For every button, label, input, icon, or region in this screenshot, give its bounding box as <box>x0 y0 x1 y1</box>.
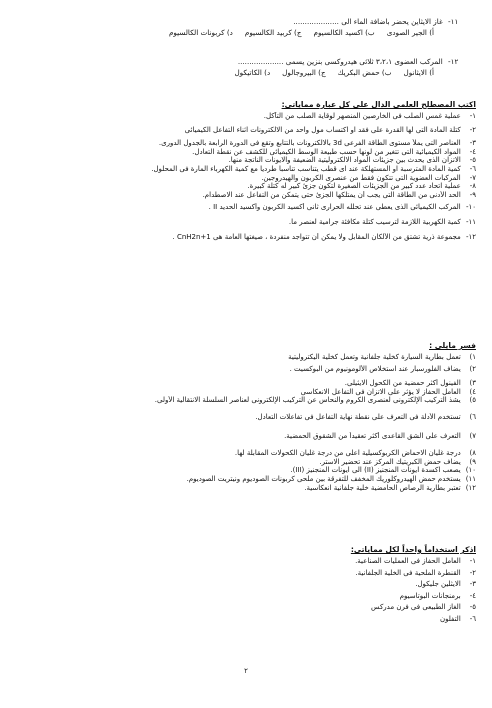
list-item <box>14 191 476 200</box>
item-number: ٧) <box>469 431 476 440</box>
item-text: المواد الكيميائية التى تتغير من لونها حسب طبيعة الوسط الكيميائى للكشف عن نقطة التعادل. <box>192 147 461 156</box>
item-number: ٤- <box>469 591 476 600</box>
list-item <box>14 580 476 589</box>
item-number: ٣- <box>469 580 476 589</box>
section-heading-explain: فسر مايلى : <box>429 341 476 350</box>
choice: د) كربونات الكالسيوم <box>168 28 233 37</box>
list-item <box>14 592 476 601</box>
list-item <box>14 466 476 475</box>
item-text: عملية اتحاد عدد كبير من الجزيئات الصغيرة لتكون جزئ كبير له كتلة كبيرة. <box>247 182 461 191</box>
list-item <box>14 379 476 388</box>
mcq-question-11 <box>24 17 468 27</box>
list-item <box>14 139 476 148</box>
item-text: العامل الحفاز فى العمليات الصناعية. <box>355 557 461 565</box>
item-text: مجموعة ذرية تشتق من الألكان المقابل ولا يمكن أن تتواجد منفردة ، صيغتها العامة هى CnH2n+1 . <box>172 232 461 241</box>
list-item <box>14 603 476 612</box>
list-item <box>14 353 476 362</box>
item-number: ٧- <box>469 173 476 182</box>
item-number: ١٢- <box>465 232 476 241</box>
item-number: ٦- <box>469 614 476 623</box>
item-number: ٦) <box>469 412 476 421</box>
item-text: يشذ التركيب الإلكترونى لعنصرى الكروم والنحاس عن التركيب الإلكترونى لعناصر السلسلة الانتقالية الأولى. <box>154 396 461 405</box>
item-text: تعتبر بطارية الرصاص الحامضية خلية جلفانية انعكاسية. <box>304 483 461 492</box>
item-text: الفينول أكثر حمضية من الكحول الايثيلى. <box>344 379 461 388</box>
item-text: كمية المادة المترسبة او المستهلكة عند اى قطب يتناسب تناسبا طرديا مع كمية الكهرباء المارة فى المحلول. <box>151 164 461 173</box>
item-text: المركبات العضوية التى تتكون فقط من عنصرى الكربون والهيدروجين. <box>261 173 461 182</box>
item-number: ٩- <box>469 190 476 199</box>
list-item <box>14 432 476 441</box>
list-item <box>14 413 476 422</box>
item-number: ١٠- <box>465 203 476 212</box>
list-item <box>14 484 476 493</box>
item-text: يصعب اكسدة ايونات المنجنيز (II) الى ايونات المنجنيز (III). <box>290 466 461 475</box>
list-item <box>14 557 476 566</box>
item-number: ٨) <box>469 449 476 458</box>
list-item <box>14 475 476 484</box>
item-number: ٥) <box>469 396 476 405</box>
choice: أ) الايثانول <box>403 68 434 77</box>
list-item <box>14 233 476 242</box>
mcq-question-12 <box>24 57 468 67</box>
choice: د) الكاتيكول <box>234 68 271 77</box>
item-text: كمية الكهربية اللازمة لترسيب كتلة مكافئة جرامية لعنصر ما. <box>288 217 461 226</box>
item-number: ١١- <box>465 217 476 226</box>
item-text: عملية غمس الصلب فى الخارصين المنصهر لوقاية الصلب من التآكل. <box>263 112 461 120</box>
item-number: ١٠) <box>465 466 476 475</box>
list-item <box>14 569 476 578</box>
item-number: ٢) <box>469 364 476 373</box>
item-text: التفلون <box>439 614 461 623</box>
list-item <box>14 112 476 121</box>
item-text: يضاف الفلورسبار عند استخلاص الألومونيوم من البوكسيت . <box>289 364 461 373</box>
list-item <box>14 458 476 467</box>
item-text: برمنجانات البوتاسيوم <box>399 591 461 600</box>
list-item <box>14 165 476 174</box>
terms-list <box>14 112 476 241</box>
mcq-choices-12 <box>14 68 434 78</box>
item-text: الايثلين جليكول. <box>415 580 461 589</box>
item-number: ٥- <box>469 156 476 165</box>
item-text: الاتزان الذى يحدث بين جزيئات المواد الالكتروليتية الضعيفة والايونات الناتجة منها. <box>228 156 461 165</box>
question-number: ١٢- <box>448 57 459 66</box>
item-number: ١٢) <box>465 483 476 492</box>
list-item <box>14 182 476 191</box>
page-number: ٢ <box>244 667 248 675</box>
item-number: ٥- <box>469 603 476 612</box>
question-text: المركب العضوى ٣،٢،١ ثلاثى هيدروكسى بنزين يسمى .................... <box>237 57 443 66</box>
uses-list <box>14 557 476 624</box>
item-number: ٢- <box>469 568 476 577</box>
question-number: ١١- <box>448 17 459 26</box>
choice: أ) الجير الصودى <box>386 28 434 37</box>
item-number: ٣- <box>469 139 476 148</box>
list-item <box>14 126 476 135</box>
list-item <box>14 615 476 624</box>
list-item <box>14 396 476 405</box>
list-item <box>14 449 476 458</box>
choice: ب) حمض البكريك <box>337 68 392 77</box>
item-number: ٢- <box>469 125 476 134</box>
item-text: الغاز الطبيعى فى فرن مدركس <box>371 603 461 612</box>
choice: ج) البيروجالول <box>282 68 326 77</box>
item-text: درجة غليان الاحماض الكربوكسيلية اعلى من درجة غليان الكحولات المقابلة لها. <box>234 449 461 458</box>
section-heading-uses: اذكر استخداماً واحداً لكل مماياتى: <box>350 545 476 554</box>
list-item <box>14 203 476 212</box>
explain-list <box>14 353 476 492</box>
list-item <box>14 156 476 165</box>
item-text: العناصر التى يملأ مستوى الطاقة الفرعى 3d بالالكترونات بالتتابع وتقع فى الدورة الرابعة بالجدول الدورى. <box>158 139 461 148</box>
list-item <box>14 365 476 374</box>
choice: ج) كربيد الكالسيوم <box>244 28 302 37</box>
item-number: ٦- <box>469 164 476 173</box>
item-text: القنطرة الملحية فى الخلية الجلفانية. <box>355 568 461 577</box>
choice: ب) اكسيد الكالسيوم <box>313 28 375 37</box>
list-item <box>14 174 476 183</box>
section-heading-terms: اكتب المصطلح العلمى الدال على كل عبارة مماياتى: <box>281 100 476 109</box>
item-text: يستخدم حمض الهيدروكلوريك المخفف للتفرقة بين ملحى كربونات الصوديوم ونيتريت الصوديوم. <box>186 474 461 483</box>
item-text: المركب الكيميائى الذى يعطى عند تحلله الحرارى ثانى أكسيد الكربون وأكسيد الحديد II . <box>208 203 461 212</box>
item-text: كتلة المادة التى لها القدرة على فقد او اكتساب مول واحد من الالكترونات اثناء التفاعل الكيميائى <box>184 125 461 134</box>
mcq-choices-11 <box>14 28 434 38</box>
item-number: ١) <box>469 353 476 361</box>
item-text: يضاف حمض الكبريتيك المركز عند تحضير الاستر. <box>319 457 461 466</box>
item-number: ٤) <box>469 387 476 396</box>
item-text: تستخدم الأدلة فى التعرف على نقطة نهاية التفاعل فى تفاعلات التعادل. <box>255 412 461 421</box>
list-item <box>14 218 476 227</box>
item-text: العامل الحفاز لا يؤثر على الاتزان فى التفاعل الانعكاسى <box>300 387 461 396</box>
item-number: ١- <box>469 112 476 120</box>
item-number: ١- <box>469 557 476 565</box>
item-number: ٨- <box>469 182 476 191</box>
item-text: الحد الأدنى من الطاقة التى يجب أن يمتلكها الجزئ حتى يتمكن من التفاعل عند الاصطدام. <box>202 190 461 199</box>
list-item <box>14 148 476 157</box>
item-text: التعرف على الشق القاعدى أكثر تعقيداً من الشقوق الحمضية. <box>284 431 461 440</box>
item-text: تعمل بطارية السيارة كخلية جلفانية وتعمل كخلية اليكتروليتية <box>288 353 461 361</box>
item-number: ٣) <box>469 379 476 388</box>
item-number: ٩) <box>469 457 476 466</box>
item-number: ١١) <box>465 474 476 483</box>
item-number: ٤- <box>469 147 476 156</box>
list-item <box>14 388 476 397</box>
question-text: غاز الايثاين يحضر باضافة الماء الى .................... <box>293 17 443 26</box>
